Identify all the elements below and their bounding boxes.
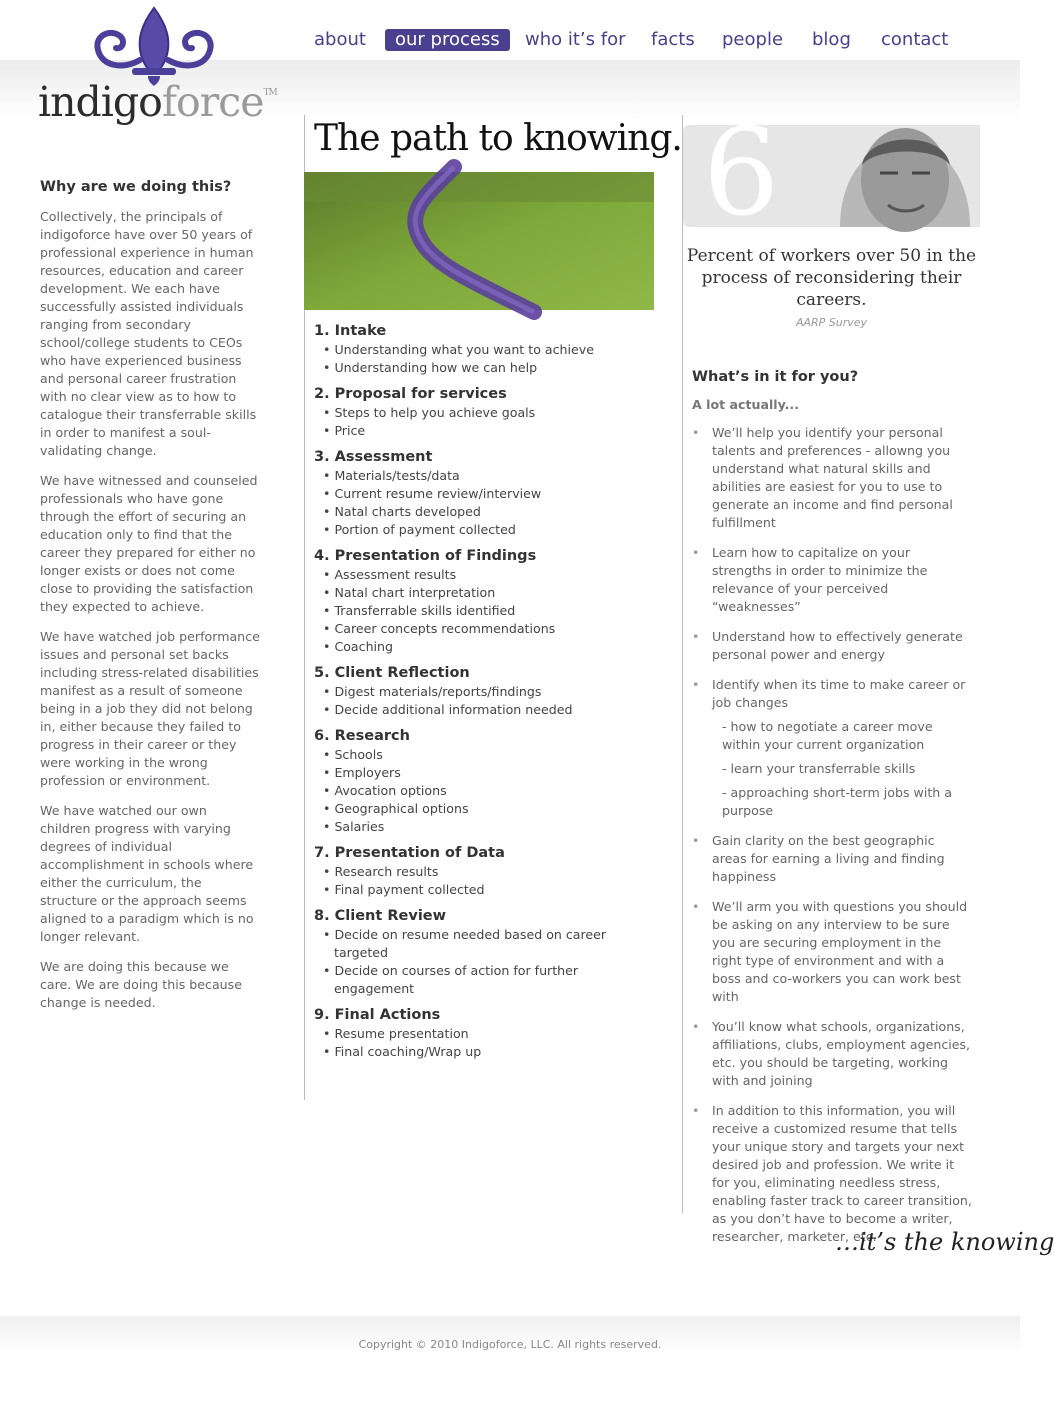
process-steps <box>314 322 654 1069</box>
step-title: 3. Assessment <box>314 449 433 465</box>
step-item: • Decide on resume needed based on career targeted <box>334 926 654 962</box>
step-item: • Steps to help you achieve goals <box>334 404 654 422</box>
benefit-text: • You’ll know what schools, organizations, affiliations, clubs, employment agencies, etc. you should be targeting, working with and joining <box>712 1019 971 1088</box>
step-item: • Salaries <box>334 818 654 836</box>
benefit-subitem: - learn your transferrable skills <box>722 761 916 776</box>
step-items <box>334 926 654 998</box>
step-title: 9. Final Actions <box>314 1007 441 1023</box>
nav-our-process[interactable]: our process <box>385 29 510 51</box>
benefit-item <box>692 1018 972 1090</box>
benefit-item <box>692 544 972 616</box>
step-items <box>334 566 654 656</box>
grass-path-image <box>304 172 654 310</box>
step-item: • Natal chart interpretation <box>334 584 654 602</box>
step-item: • Decide additional information needed <box>334 701 654 719</box>
step-item: • Decide on courses of action for further engagement <box>334 962 654 998</box>
benefit-text: • We’ll arm you with questions you should be asking on any interview to be sure you are securing employment in the right type of environment and with a boss and co-workers you can work best with <box>712 899 968 1004</box>
why-paragraph: We have watched our own children progress with varying degrees of individual accomplishment in schools where either the curriculum, the structure or the approach seems aligned to a paradigm which is no longer relevant. <box>40 803 254 944</box>
path-hero-image <box>304 172 654 310</box>
why-paragraph: We are doing this because we care. We are doing this because change is needed. <box>40 959 242 1010</box>
benefit-subitem: - approaching short-term jobs with a purpose <box>722 785 952 818</box>
process-step <box>314 322 654 377</box>
benefit-text: • In addition to this information, you will receive a customized resume that tells your unique story and targets your next desired job and profession. We write it for you, eliminating needless stress, enabling faster track to career transition, as you don’t have to become a writer, researcher, marketer, etc. <box>712 1103 972 1244</box>
step-title: 2. Proposal for services <box>314 386 507 402</box>
benefit-item <box>692 676 972 820</box>
step-item: • Digest materials/reports/findings <box>334 683 654 701</box>
process-step <box>314 844 654 899</box>
stat-banner <box>683 104 980 243</box>
benefit-text: • We’ll help you identify your personal talents and preferences - allowng you understand what natural skills and abilities are easiest for you to use to generate an income and find personal fulfillment <box>712 425 953 530</box>
logo-wordmark: indigoforce™ <box>38 78 277 126</box>
benefit-item <box>692 628 972 664</box>
step-item: • Materials/tests/data <box>334 467 654 485</box>
step-item: • Coaching <box>334 638 654 656</box>
step-title: 5. Client Reflection <box>314 665 470 681</box>
step-items <box>334 746 654 836</box>
footer-band <box>0 1316 1020 1409</box>
step-item: • Final coaching/Wrap up <box>334 1043 654 1061</box>
step-title: 8. Client Review <box>314 908 447 924</box>
step-item: • Research results <box>334 863 654 881</box>
page-title: The path to knowing. <box>314 118 682 159</box>
fleur-de-lis-icon <box>92 6 216 86</box>
why-paragraph: Collectively, the principals of indigoforce have over 50 years of professional experience in human resources, education and career development. We each have successfully assisted individuals ranging from secondary school/college students to CEOs who have experienced business and personal career frustration with no clear view as to how to catalogue their transferrable skills in order to manifest a soul-validating change. <box>40 209 257 458</box>
copyright: Copyright © 2010 Indigoforce, LLC. All rights reserved. <box>358 1338 662 1351</box>
benefit-item <box>692 898 972 1006</box>
stat-caption: Percent of workers over 50 in the process of reconsidering their careers. <box>686 246 977 310</box>
process-step <box>314 547 654 656</box>
step-item: • Assessment results <box>334 566 654 584</box>
step-items <box>334 1025 654 1061</box>
benefit-subitem: - how to negotiate a career move within your current organization <box>722 719 933 752</box>
step-item: • Portion of payment collected <box>334 521 654 539</box>
process-step <box>314 727 654 836</box>
process-step <box>314 1006 654 1061</box>
step-item: • Understanding how we can help <box>334 359 654 377</box>
step-item: • Employers <box>334 764 654 782</box>
step-items <box>334 863 654 899</box>
portrait-image <box>810 125 980 227</box>
benefit-item <box>692 424 972 532</box>
benefit-text: • Gain clarity on the best geographic areas for earning a living and finding happiness <box>712 833 945 884</box>
step-items <box>334 404 654 440</box>
step-item: • Final payment collected <box>334 881 654 899</box>
why-paragraph: We have watched job performance issues and personal set backs including stress-related disabilities manifest as a result of someone being in a job they did not belong in, either because they failed to progress in their career or they were working in the wrong profession or environment. <box>40 629 260 788</box>
why-paragraph: We have witnessed and counseled professionals who have gone through the effort of securing an education only to find that the career they prepared for either no longer exists or does not come close to providing the satisfaction they expected to achieve. <box>40 473 258 614</box>
benefit-text: • Identify when its time to make career or job changes <box>712 677 966 710</box>
step-items <box>334 467 654 539</box>
process-step <box>314 448 654 539</box>
nav-contact[interactable]: contact <box>881 29 949 50</box>
nav-people[interactable]: people <box>722 29 784 50</box>
whats-in-it-section <box>692 369 972 1258</box>
whats-in-it-subheading: A lot actually... <box>692 397 799 412</box>
step-item: • Resume presentation <box>334 1025 654 1043</box>
whats-in-it-heading: What’s in it for you? <box>692 369 859 385</box>
process-step <box>314 907 654 998</box>
benefit-item <box>692 1102 972 1246</box>
process-step <box>314 664 654 719</box>
why-section <box>40 178 260 1024</box>
logo[interactable] <box>38 6 278 136</box>
process-step <box>314 385 654 440</box>
why-heading: Why are we doing this? <box>40 179 232 195</box>
step-item: • Current resume review/interview <box>334 485 654 503</box>
step-item: • Career concepts recommendations <box>334 620 654 638</box>
step-title: 1. Intake <box>314 323 387 339</box>
step-item: • Price <box>334 422 654 440</box>
stat-source: AARP Survey <box>795 316 868 329</box>
benefit-text: • Learn how to capitalize on your strengths in order to minimize the relevance of your perceived “weaknesses” <box>712 545 928 614</box>
step-item: • Schools <box>334 746 654 764</box>
step-item: • Natal charts developed <box>334 503 654 521</box>
step-item: • Geographical options <box>334 800 654 818</box>
step-items <box>334 341 654 377</box>
step-item: • Transferrable skills identified <box>334 602 654 620</box>
step-title: 7. Presentation of Data <box>314 845 505 861</box>
step-item: • Avocation options <box>334 782 654 800</box>
nav-blog[interactable]: blog <box>812 29 851 50</box>
nav-facts[interactable]: facts <box>651 29 695 50</box>
benefit-item <box>692 832 972 886</box>
step-title: 4. Presentation of Findings <box>314 548 537 564</box>
step-item: • Understanding what you want to achieve <box>334 341 654 359</box>
benefit-text: • Understand how to effectively generate personal power and energy <box>712 629 963 662</box>
step-items <box>334 683 654 719</box>
benefits-list <box>692 424 972 1246</box>
nav-who-its-for[interactable]: who it’s for <box>525 29 626 50</box>
step-title: 6. Research <box>314 728 410 744</box>
nav-about[interactable]: about <box>314 29 366 50</box>
tagline: …it’s the knowing <box>835 1228 1054 1256</box>
stat-number: 6 <box>703 104 780 243</box>
